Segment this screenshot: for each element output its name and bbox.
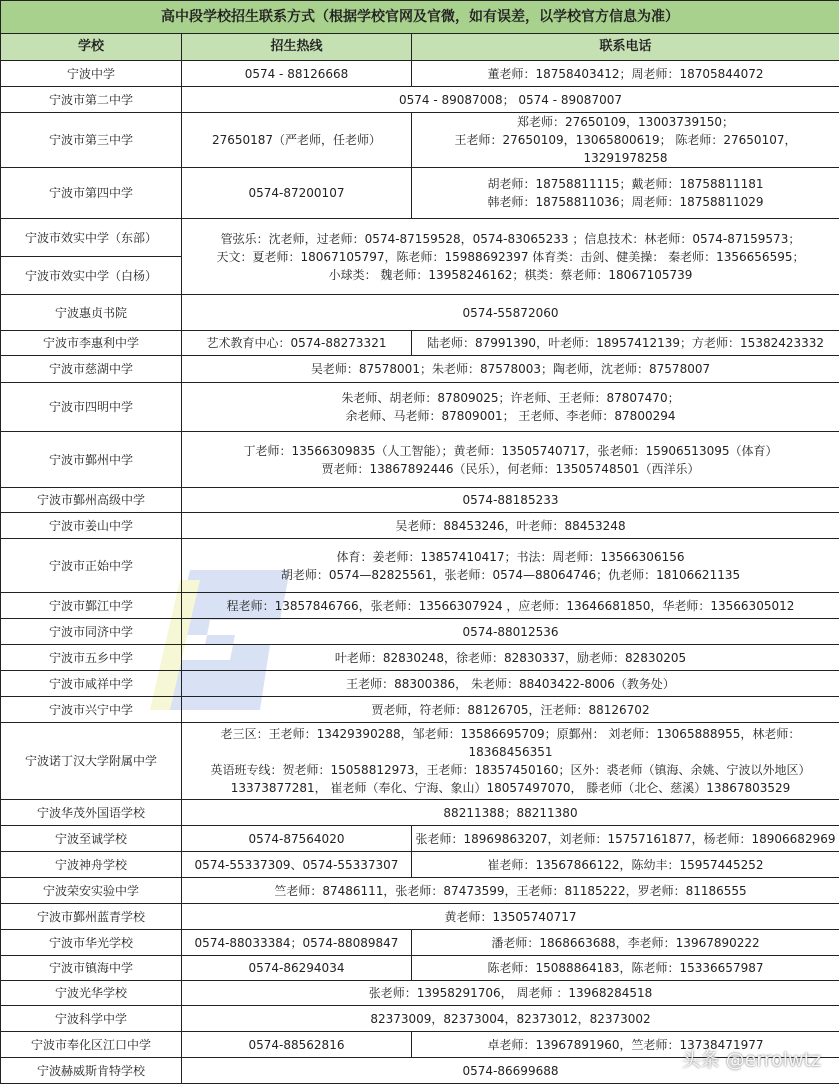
contact-info: 叶老师：82830248，徐老师：82830337，励老师：82830205 [182, 645, 839, 671]
school-name: 宁波市奉化区江口中学 [1, 1032, 182, 1058]
table-row [1, 800, 839, 826]
table-row [1, 878, 839, 904]
table-row [1, 956, 839, 981]
table-row [1, 671, 839, 697]
school-name: 宁波中学 [1, 61, 182, 87]
contact-info: 0574 - 89087008； 0574 - 89087007 [182, 87, 839, 113]
header-hotline: 招生热线 [182, 34, 412, 61]
school-name: 宁波市第三中学 [1, 113, 182, 168]
table-row [1, 904, 839, 930]
school-name: 宁波赫威斯肯特学校 [1, 1058, 182, 1084]
contact-phone: 董老师：18758403412；周老师：18705844072 [412, 61, 839, 87]
table-row [1, 168, 839, 219]
school-name: 宁波市兴宁中学 [1, 697, 182, 723]
contact-phone: 陈老师：15088864183，陈老师：15336657987 [412, 956, 839, 981]
contact-info: 贾老师，符老师：88126705，汪老师：88126702 [182, 697, 839, 723]
table-row [1, 513, 839, 539]
hotline: 0574 - 88126668 [182, 61, 412, 87]
school-name: 宁波市第四中学 [1, 168, 182, 219]
table-row [1, 488, 839, 513]
hotline: 0574-88562816 [182, 1032, 412, 1058]
school-name: 宁波市五乡中学 [1, 645, 182, 671]
contact-info: 张老师：13958291706， 周老师 ：13968284518 [182, 981, 839, 1006]
school-name: 宁波市正始中学 [1, 539, 182, 593]
table-row [1, 331, 839, 356]
hotline: 0574-87200107 [182, 168, 412, 219]
table-row [1, 852, 839, 878]
table-row [1, 113, 839, 168]
school-name: 宁波市鄞州蓝青学校 [1, 904, 182, 930]
contact-info: 体育：姜老师：13857410417；书法：周老师：13566306156 胡老师：0574—82825561，张老师：0574—88064746；仇老师：18106621135 [182, 539, 839, 593]
contact-info: 老三区：王老师：13429390288，邹老师：13586695709；原鄞州： 刘老师：13065888955，林老师：18368456351 英语班专线：贺老师：15058812973，王老师：18357450160；区外：裘老师（镇海、余姚、宁波以外地区） 13373877281， 崔老师（奉化、宁海、象山）18057497070， 滕老师（北仑、慈溪）13867803529 [182, 723, 839, 800]
table-row [1, 981, 839, 1006]
school-name: 宁波市慈湖中学 [1, 356, 182, 383]
school-name: 宁波市姜山中学 [1, 513, 182, 539]
school-name: 宁波市效实中学（白杨） [1, 257, 182, 295]
school-name: 宁波光华学校 [1, 981, 182, 1006]
school-name: 宁波市四明中学 [1, 383, 182, 432]
table-row [1, 593, 839, 619]
table-row [1, 539, 839, 593]
contact-info: 朱老师、胡老师：87809025；许老师、王老师：87807470； 余老师、马老师：87809001； 王老师、李老师：87800294 [182, 383, 839, 432]
contact-phone: 陆老师：87991390，叶老师：18957412139；方老师：15382423332 [412, 331, 839, 356]
table-row [1, 219, 839, 257]
school-name: 宁波市镇海中学 [1, 956, 182, 981]
hotline: 27650187（严老师，任老师） [182, 113, 412, 168]
school-name: 宁波市同济中学 [1, 619, 182, 645]
contact-phone: 潘老师：1868663688，李老师：13967890222 [412, 930, 839, 956]
contact-info: 0574-88012536 [182, 619, 839, 645]
school-name: 宁波神舟学校 [1, 852, 182, 878]
school-name: 宁波市鄞江中学 [1, 593, 182, 619]
table-row [1, 432, 839, 488]
table-row [1, 87, 839, 113]
watermark-text: 头条 @errolwtz [682, 1045, 821, 1072]
table-row [1, 826, 839, 852]
school-name: 宁波科学中学 [1, 1006, 182, 1032]
hotline: 0574-88033384；0574-88089847 [182, 930, 412, 956]
contact-phone: 张老师：18969863207，刘老师：15757161877，杨老师：18906682969 [412, 826, 839, 852]
table-row [1, 383, 839, 432]
contact-info: 管弦乐：沈老师，过老师：0574-87159528，0574-83065233 ；信息技术：林老师：0574-87159573； 天文：夏老师：18067105797，陈老师：15988692397 体育类：击剑、健美操： 秦老师：1356656595； 小球类： 魏老师：13958246162；棋类：蔡老师：18067105739 [182, 219, 839, 295]
table-row [1, 697, 839, 723]
table-row [1, 356, 839, 383]
table-title: 高中段学校招生联系方式（根据学校官网及官微，如有误差，以学校官方信息为准） [1, 1, 839, 34]
table-row [1, 61, 839, 87]
school-name: 宁波惠贞书院 [1, 295, 182, 331]
hotline: 0574-55337309、0574-55337307 [182, 852, 412, 878]
contact-info: 0574-86699688 [182, 1058, 839, 1084]
contact-info: 0574-88185233 [182, 488, 839, 513]
contact-info: 82373009，82373004，82373012，82373002 [182, 1006, 839, 1032]
school-name: 宁波市第二中学 [1, 87, 182, 113]
table-row [1, 645, 839, 671]
contact-phone: 郑老师：27650109，13003739150； 王老师：27650109，13065800619； 陈老师：27650107，13291978258 [412, 113, 839, 168]
school-name: 宁波市华光学校 [1, 930, 182, 956]
header-school: 学校 [1, 34, 182, 61]
table-row [1, 295, 839, 331]
hotline: 0574-87564020 [182, 826, 412, 852]
school-name: 宁波市鄞州高级中学 [1, 488, 182, 513]
contact-info: 吴老师：88453246，叶老师：88453248 [182, 513, 839, 539]
contact-info: 0574-55872060 [182, 295, 839, 331]
contact-info: 王老师：88300386， 朱老师：88403422-8006（教务处） [182, 671, 839, 697]
contact-info: 黄老师：13505740717 [182, 904, 839, 930]
contact-info: 丁老师：13566309835（人工智能）；黄老师：13505740717，张老师：15906513095（体育） 贾老师：13867892446（民乐），何老师：13505748501（西洋乐） [182, 432, 839, 488]
table-row [1, 619, 839, 645]
school-name: 宁波市咸祥中学 [1, 671, 182, 697]
school-name: 宁波市鄞州中学 [1, 432, 182, 488]
table-row [1, 1006, 839, 1032]
hotline: 艺术教育中心：0574-88273321 [182, 331, 412, 356]
contact-phone: 胡老师：18758811115；戴老师：18758811181 韩老师：18758811036；周老师：18758811029 [412, 168, 839, 219]
contact-info: 88211388；88211380 [182, 800, 839, 826]
school-name: 宁波市李惠利中学 [1, 331, 182, 356]
hotline: 0574-86294034 [182, 956, 412, 981]
table-row [1, 930, 839, 956]
school-name: 宁波荣安实验中学 [1, 878, 182, 904]
contact-phone: 崔老师：13567866122，陈幼丰：15957445252 [412, 852, 839, 878]
header-phone: 联系电话 [412, 34, 839, 61]
school-name: 宁波市效实中学（东部） [1, 219, 182, 257]
contact-info: 吴老师：87578001；朱老师：87578003；陶老师，沈老师：87578007 [182, 356, 839, 383]
table-body [1, 61, 839, 1084]
school-name: 宁波华茂外国语学校 [1, 800, 182, 826]
contact-info: 程老师：13857846766，张老师：13566307924 ，应老师：13646681850，华老师：13566305012 [182, 593, 839, 619]
school-name: 宁波至诚学校 [1, 826, 182, 852]
contact-phone: 卓老师：13967891960，竺老师：13738471977 [412, 1032, 839, 1058]
contact-info: 竺老师：87486111，张老师：87473599，王老师：81185222，罗老师：81186555 [182, 878, 839, 904]
table-row [1, 723, 839, 800]
school-name: 宁波诺丁汉大学附属中学 [1, 723, 182, 800]
